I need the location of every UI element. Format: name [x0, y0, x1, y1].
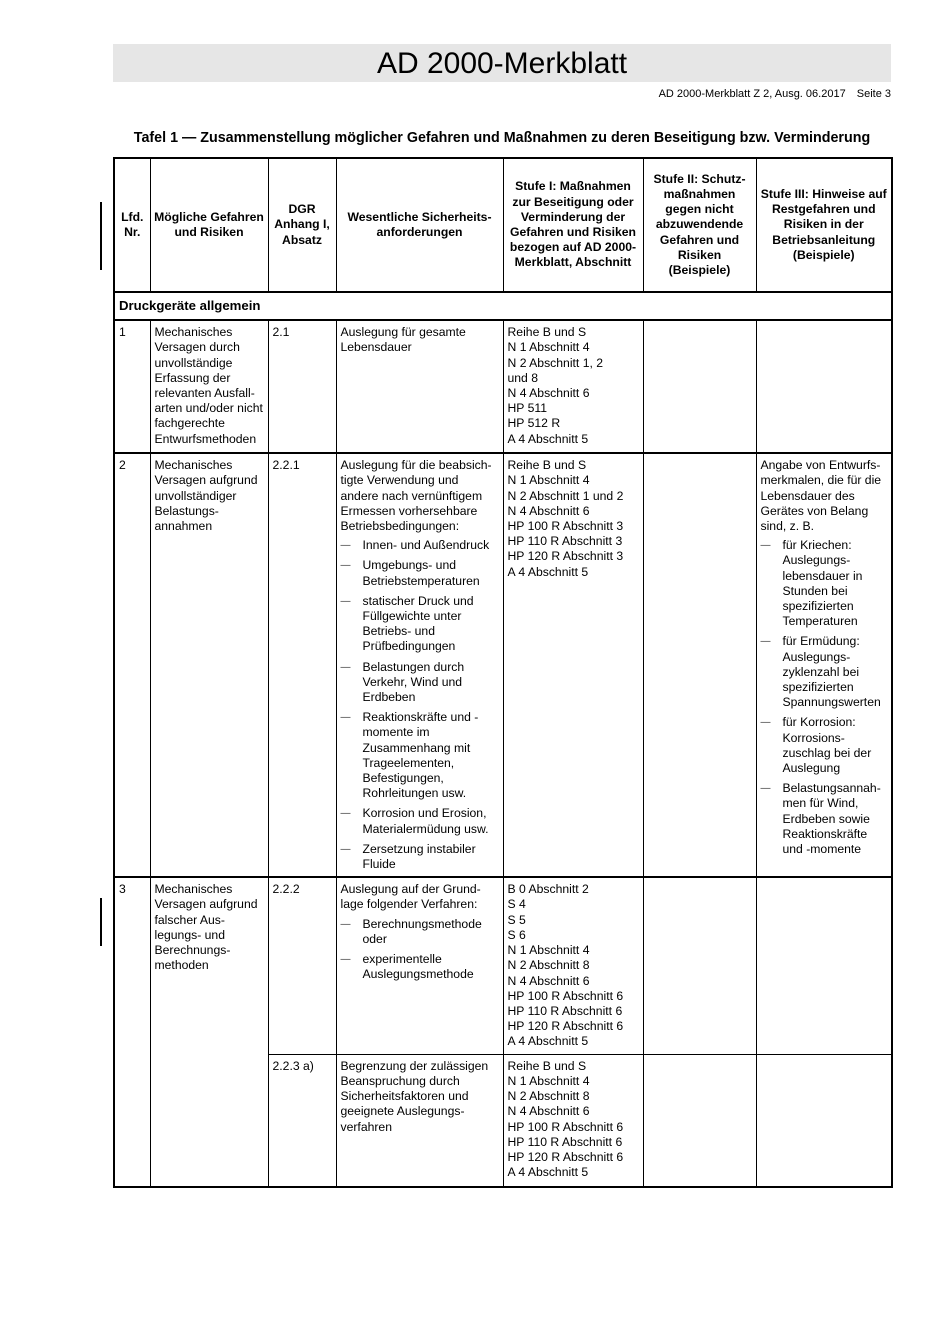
row-risk: Mechanisches Versagen aufgrund unvollständiger Belastungs-annahmen	[150, 453, 268, 877]
row-nr: 2	[114, 453, 150, 877]
ref-line: Reihe B und S	[507, 325, 587, 340]
row-stufe1-refs	[503, 877, 643, 1054]
list-item: — Zersetzung instabiler Fluide	[341, 842, 499, 872]
ref-line: HP 120 R Abschnitt 6	[507, 1150, 624, 1164]
col-header-stufe3: Stufe III: Hinweise auf Restgefahren und Risiken in der Betriebsanleitung (Beispiele)	[756, 158, 892, 292]
ref-line: HP 110 R Abschnitt 6	[507, 1134, 623, 1149]
ref-line: Reihe B und S	[507, 1058, 587, 1073]
row-requirement	[336, 877, 503, 1054]
table-row	[114, 877, 892, 1054]
ref-line: N 1 Abschnitt 4	[507, 473, 590, 488]
row-stufe2	[643, 453, 756, 877]
ref-line: und 8	[507, 370, 538, 385]
row-stufe3	[756, 320, 892, 453]
ref-line: HP 100 R Abschnitt 6	[507, 988, 624, 1003]
section-title: Druckgeräte allgemein	[114, 292, 892, 320]
col-header-nr: Lfd. Nr.	[114, 158, 150, 292]
ref-line: HP 110 R Abschnitt 3	[507, 534, 623, 549]
row-dgr: 2.1	[268, 320, 336, 453]
list-item: — für Korrosion: Korrosions-zuschlag bei der Auslegung	[761, 715, 888, 776]
row-requirement	[336, 453, 503, 877]
row-stufe3	[756, 877, 892, 1054]
list-item: — Reaktionskräfte und -momente im Zusammenhang mit Trageelementen, Befestigungen, Rohrleitungen usw.	[341, 710, 499, 801]
section-row	[114, 292, 892, 320]
col-header-stufe2: Stufe II: Schutz-maßnahmen gegen nicht abzuwendende Gefahren und Risiken (Beispiele)	[643, 158, 756, 292]
ref-line: N 4 Abschnitt 6	[507, 973, 590, 988]
ref-line: HP 110 R Abschnitt 6	[507, 1003, 623, 1018]
row-stufe2	[643, 877, 756, 1054]
row-dgr: 2.2.1	[268, 453, 336, 877]
ref-line: A 4 Abschnitt 5	[507, 564, 589, 579]
ref-line: N 1 Abschnitt 4	[507, 340, 590, 355]
change-bar-header	[100, 202, 102, 270]
page-number: Seite 3	[856, 88, 891, 100]
col-header-risk: Mögliche Gefahren und Risiken	[150, 158, 268, 292]
row-nr: 1	[114, 320, 150, 453]
list-item: — für Ermüdung: Auslegungs-zyklenzahl bei spezifizierten Spannungswerten	[761, 634, 888, 710]
requirement-intro: Auslegung auf der Grund-lage folgender Verfahren:	[340, 882, 481, 912]
row-stufe1-refs	[503, 453, 643, 877]
table-caption: Tafel 1 — Zusammenstellung möglicher Gefahren und Maßnahmen zu deren Beseitigung bzw. Verminderung	[133, 130, 871, 146]
col-header-requirements: Wesentliche Sicherheits-anforderungen	[336, 158, 503, 292]
row-dgr: 2.2.2	[268, 877, 336, 1054]
ref-line: S 6	[507, 927, 526, 942]
requirement-list	[341, 917, 499, 983]
list-item: — Belastungsannah-men für Wind, Erdbeben sowie Reaktionskräfte und -momente	[761, 781, 888, 857]
hazard-table	[113, 157, 893, 1188]
ref-line: A 4 Abschnitt 5	[507, 1034, 589, 1049]
list-item: — Berechnungsmethode oder	[341, 917, 499, 947]
row-risk: Mechanisches Versagen aufgrund falscher Aus-legungs- und Berechnungs-methoden	[150, 877, 268, 1187]
list-item: — experimentelle Auslegungsmethode	[341, 952, 499, 982]
document-reference: AD 2000-Merkblatt Z 2, Ausg. 06.2017	[658, 88, 846, 100]
row-requirement: Begrenzung der zulässigen Beanspruchung durch Sicherheitsfaktoren und geeignete Auslegungs-verfahren	[336, 1054, 503, 1187]
row-dgr: 2.2.3 a)	[268, 1054, 336, 1187]
stufe3-intro: Angabe von Entwurfs-merkmalen, die für die Lebensdauer des Gerätes von Belang sind, z. B.	[760, 458, 882, 534]
requirement-intro: Auslegung für die beabsich-tigte Verwendung und andere nach vernünftigem Ermessen vorhersehbare Betriebsbedingungen:	[340, 458, 492, 534]
table-row	[114, 453, 892, 877]
ref-line: HP 511	[507, 401, 548, 416]
ref-line: N 1 Abschnitt 4	[507, 1073, 590, 1088]
row-nr: 3	[114, 877, 150, 1187]
col-header-dgr: DGR Anhang I, Absatz	[268, 158, 336, 292]
ref-line: N 2 Abschnitt 1 und 2	[507, 488, 624, 503]
ref-line: B 0 Abschnitt 2	[507, 882, 589, 897]
ref-line: HP 120 R Abschnitt 3	[507, 549, 624, 564]
ref-line: HP 100 R Abschnitt 3	[507, 519, 624, 534]
col-header-stufe1: Stufe I: Maßnahmen zur Beseitigung oder Verminderung der Gefahren und Risiken bezogen auf AD 2000-Merkblatt, Abschnitt	[503, 158, 643, 292]
list-item: — Umgebungs- und Betriebstemperaturen	[341, 558, 499, 588]
ref-line: N 4 Abschnitt 6	[507, 386, 590, 401]
list-item: — statischer Druck und Füllgewichte unter Betriebs- und Prüfbedingungen	[341, 594, 499, 655]
document-title: AD 2000-Merkblatt	[113, 44, 891, 82]
ref-line: N 4 Abschnitt 6	[507, 1104, 590, 1119]
hazard-table-container	[113, 157, 891, 1188]
change-bar-row3	[100, 898, 102, 946]
ref-line: N 2 Abschnitt 8	[507, 1089, 590, 1104]
row-stufe1-refs	[503, 320, 643, 453]
list-item: — für Kriechen: Auslegungs-lebensdauer in Stunden bei spezifizierten Temperaturen	[761, 538, 888, 629]
list-item: — Korrosion und Erosion, Materialermüdung usw.	[341, 806, 499, 836]
ref-line: HP 100 R Abschnitt 6	[507, 1119, 624, 1134]
ref-line: HP 512 R	[507, 416, 561, 431]
ref-line: Reihe B und S	[507, 458, 587, 473]
row-stufe1-refs	[503, 1054, 643, 1187]
list-item: — Innen- und Außendruck	[341, 538, 499, 553]
row-stufe3	[756, 453, 892, 877]
ref-line: N 2 Abschnitt 1, 2	[507, 355, 604, 370]
requirement-list	[341, 538, 499, 872]
table-row	[114, 320, 892, 453]
list-item: — Belastungen durch Verkehr, Wind und Erdbeben	[341, 660, 499, 706]
ref-line: S 5	[507, 912, 526, 927]
row-requirement: Auslegung für gesamte Lebensdauer	[336, 320, 503, 453]
row-stufe3	[756, 1054, 892, 1187]
ref-line: N 1 Abschnitt 4	[507, 943, 590, 958]
ref-line: N 4 Abschnitt 6	[507, 503, 590, 518]
row-stufe2	[643, 320, 756, 453]
ref-line: S 4	[507, 897, 526, 912]
ref-line: HP 120 R Abschnitt 6	[507, 1019, 624, 1034]
ref-line: A 4 Abschnitt 5	[507, 1165, 589, 1180]
row-risk: Mechanisches Versagen durch unvollständige Erfassung der relevanten Ausfall-arten und/oder nicht fachgerechte Entwurfsmethoden	[150, 320, 268, 453]
page-header-ref	[659, 88, 891, 100]
stufe3-list	[761, 538, 888, 857]
ref-line: A 4 Abschnitt 5	[507, 431, 589, 446]
ref-line: N 2 Abschnitt 8	[507, 958, 590, 973]
row-stufe2	[643, 1054, 756, 1187]
